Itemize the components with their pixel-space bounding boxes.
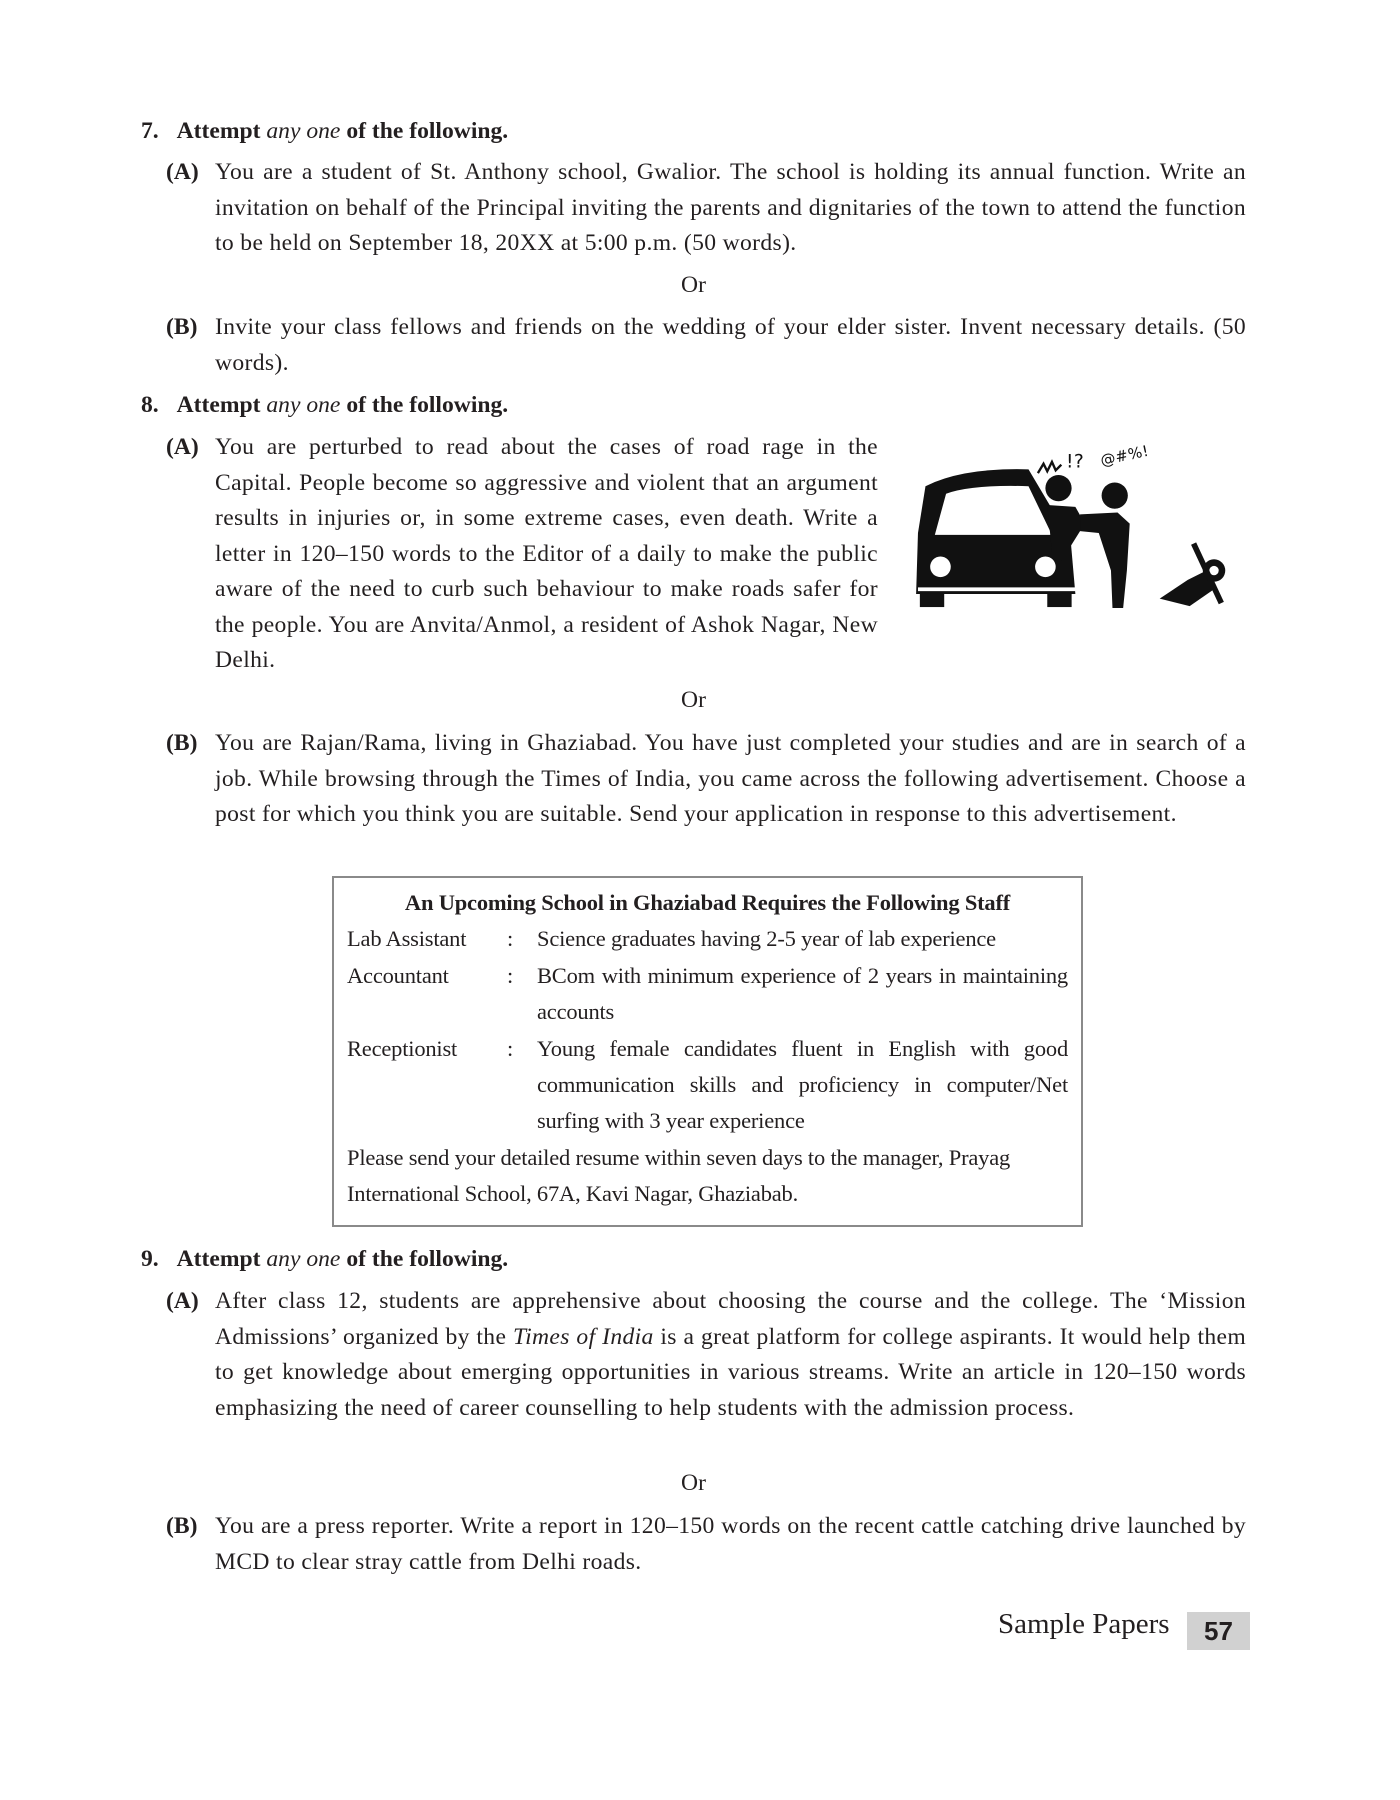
option-label: (B): [166, 314, 198, 340]
heading-text: Attempt: [176, 118, 261, 144]
swearing-symbols: @#%!: [1098, 441, 1151, 470]
ad-description: BCom with minimum experience of 2 years in maintaining accounts: [537, 963, 1068, 1024]
option-label: (A): [166, 1288, 199, 1314]
ad-description: Young female candidates fluent in English with good communication skills and proficiency in computer/Net surfing with 3 year experience: [537, 1036, 1068, 1133]
ad-separator: :: [507, 963, 514, 988]
question-8-option-b: [166, 726, 1246, 833]
question-number: 7.: [141, 118, 159, 144]
question-9-option-a: [166, 1284, 1246, 1426]
heading-emphasis: any one: [266, 392, 341, 418]
ad-row: [334, 1031, 1081, 1139]
option-text-part: is a great platform for college aspirants. It would help them to get knowledge about emerging opportunities in various streams. Write an article in 120–150 words emphasizing the need of career counselling to help students with the admission process.: [215, 1323, 1247, 1421]
question-number: 9.: [141, 1246, 159, 1272]
question-8-heading: [141, 388, 508, 424]
question-7-heading: [141, 114, 508, 150]
question-8-option-a: [166, 430, 1246, 679]
ad-title: An Upcoming School in Ghaziabad Requires the Following Staff: [404, 890, 1011, 915]
question-7-option-b: [166, 310, 1246, 381]
ad-note: Please send your detailed resume within seven days to the manager, Prayag International School, 67A, Kavi Nagar, Ghaziabab.: [347, 1145, 1011, 1206]
publication-name: Times of India: [512, 1323, 654, 1350]
exclamation-symbols: !?: [1066, 451, 1085, 473]
ad-description: Science graduates having 2-5 year of lab experience: [537, 926, 996, 951]
or-separator: Or: [681, 1470, 706, 1496]
option-text-wrap: [215, 430, 1246, 679]
or-separator: Or: [681, 272, 706, 298]
person-icon: [1102, 482, 1128, 508]
heading-text: Attempt: [176, 392, 261, 418]
heading-text: of the following.: [346, 1246, 509, 1272]
option-label: (A): [166, 434, 199, 460]
question-number: 8.: [141, 392, 159, 418]
heading-text: Attempt: [176, 1246, 261, 1272]
or-separator: Or: [681, 687, 706, 713]
question-7-option-a: [166, 155, 1246, 262]
person-icon: [1045, 475, 1071, 501]
option-label: (B): [166, 1513, 198, 1539]
ad-role: Accountant: [347, 963, 449, 988]
option-label: (B): [166, 730, 198, 756]
heading-emphasis: any one: [266, 1246, 341, 1272]
job-advertisement-box: [332, 876, 1083, 1227]
ad-separator: :: [507, 1036, 514, 1061]
ad-role: Lab Assistant: [347, 926, 467, 951]
page-number: 57: [1187, 1612, 1250, 1650]
heading-text: of the following.: [346, 392, 509, 418]
ad-row: [334, 921, 1081, 957]
option-text: You are perturbed to read about the cases of road rage in the Capital. People become so aggressive and violent that an argument results in injuries or, in some extreme cases, even death. Write a letter in 120–150 words to the Editor of a daily to make the public aware of the need to curb such behaviour to make roads safer for the people. You are Anvita/Anmol, a resident of Ashok Nagar, New Delhi.: [215, 434, 878, 673]
ad-separator: :: [507, 926, 514, 951]
question-9-option-b: [166, 1509, 1246, 1580]
road-rage-illustration: [886, 430, 1246, 608]
ad-role: Receptionist: [347, 1036, 458, 1061]
footer-section-title: Sample Papers: [998, 1608, 1170, 1640]
question-9-heading: [141, 1242, 508, 1278]
option-text: [215, 1284, 1246, 1426]
option-text: You are a student of St. Anthony school, Gwalior. The school is holding its annual function. Write an invitation on behalf of the Principal inviting the parents and dignitaries of the town to attend the function to be held on September 18, 20XX at 5:00 p.m. (50 words).: [215, 159, 1246, 256]
option-text-part: After class 12, students are apprehensive about choosing the course and the college. The ‘Mission Admissions’ organized by the: [215, 1288, 1246, 1350]
ad-row: [334, 958, 1081, 1030]
option-text: You are Rajan/Rama, living in Ghaziabad. You have just completed your studies and are in search of a job. While browsing through the Times of India, you came across the following advertisement. Choose a post for which you think you are suitable. Send your application in response to this advertisement.: [215, 730, 1246, 827]
option-text: Invite your class fellows and friends on the wedding of your elder sister. Invent necessary details. (50 words).: [215, 314, 1246, 376]
option-label: (A): [166, 159, 199, 185]
option-text: You are a press reporter. Write a report in 120–150 words on the recent cattle catching drive launched by MCD to clear stray cattle from Delhi roads.: [215, 1513, 1246, 1575]
anger-burst-icon: [1038, 462, 1061, 473]
heading-text: of the following.: [346, 118, 509, 144]
heading-emphasis: any one: [266, 118, 341, 144]
